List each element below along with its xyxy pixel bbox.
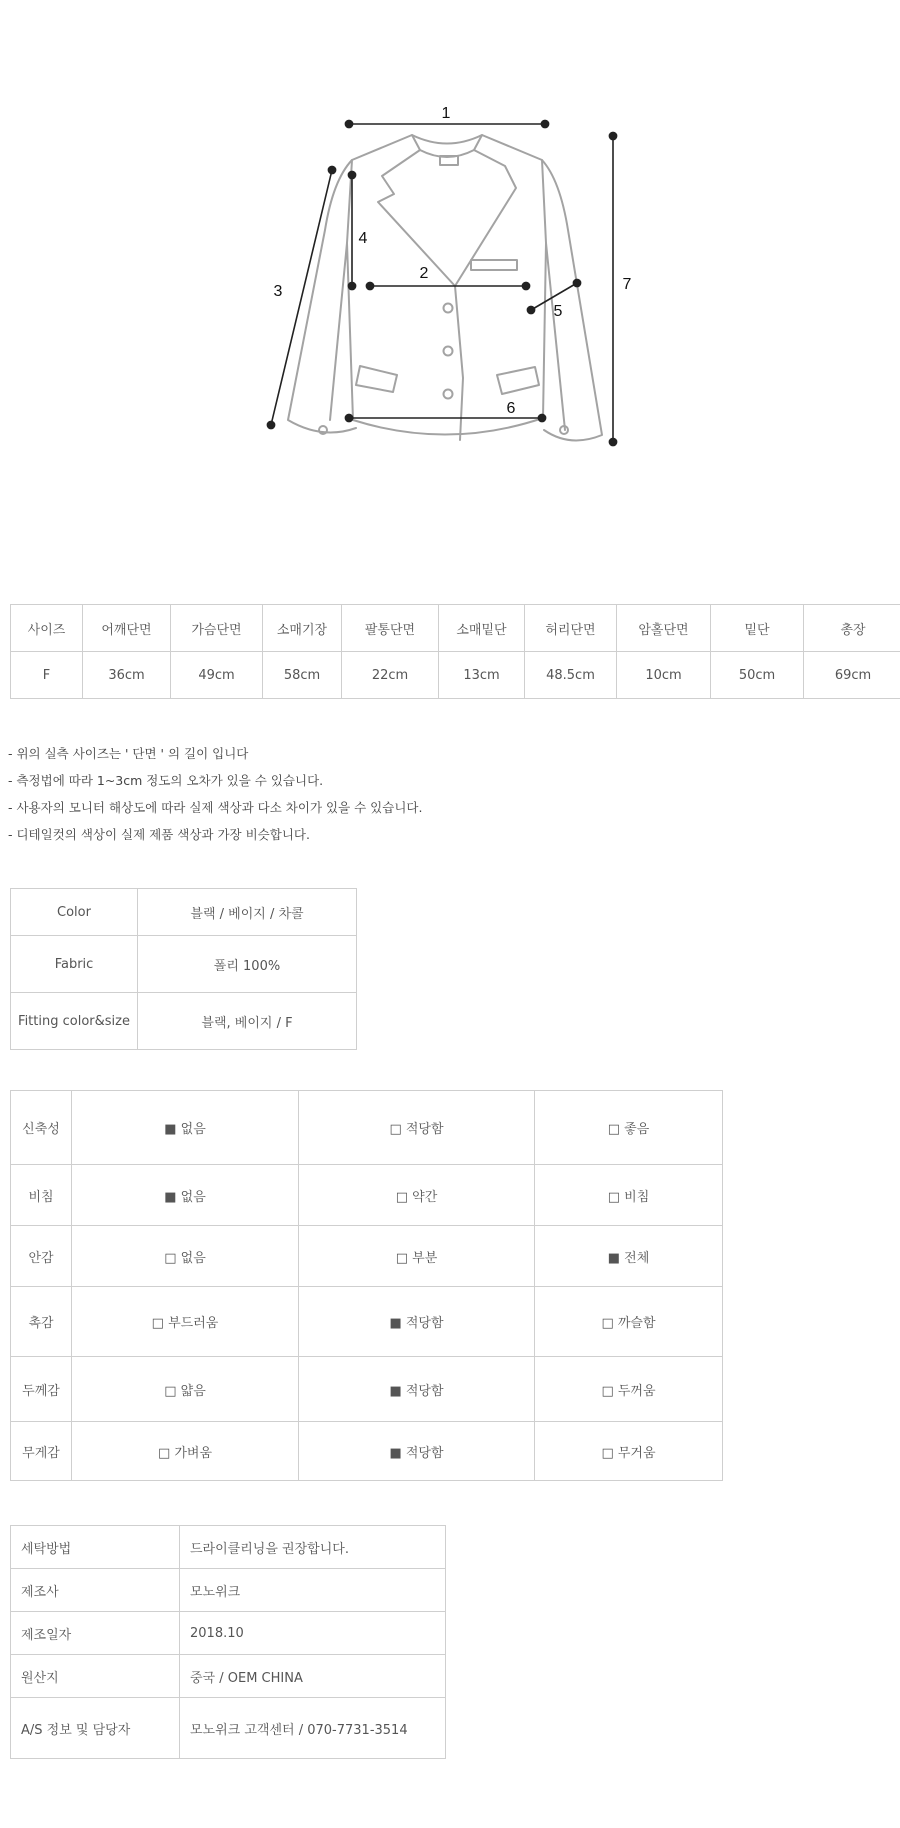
feel-option: ■ 적당함 (299, 1357, 535, 1422)
feel-option: ■ 적당함 (299, 1422, 535, 1481)
feel-option: □ 무거움 (535, 1422, 723, 1481)
size-header: 소매밑단 (439, 605, 525, 652)
care-key: 제조사 (11, 1569, 180, 1612)
feel-row (11, 1091, 723, 1165)
measure-lines (267, 120, 616, 445)
size-header: 가슴단면 (171, 605, 263, 652)
size-header: 어깨단면 (83, 605, 171, 652)
size-cell: 49cm (171, 652, 263, 699)
size-header: 총장 (804, 605, 900, 652)
feel-key: 무게감 (11, 1422, 72, 1481)
info-key: Fitting color&size (11, 993, 138, 1050)
feel-row (11, 1422, 723, 1481)
size-header: 밑단 (711, 605, 804, 652)
note-line: - 사용자의 모니터 해상도에 따라 실제 색상과 다소 차이가 있을 수 있습니다. (8, 800, 423, 815)
jacket-outline (288, 135, 602, 440)
measure-label-1: 1 (441, 105, 451, 122)
info-value: 블랙 / 베이지 / 차콜 (138, 889, 357, 936)
care-value: 드라이클리닝을 권장합니다. (180, 1526, 446, 1569)
note-line: - 디테일컷의 색상이 실제 제품 색상과 가장 비슷합니다. (8, 827, 310, 842)
info-value: 폴리 100% (138, 936, 357, 993)
feel-option: □ 부분 (299, 1226, 535, 1287)
care-key: 원산지 (11, 1655, 180, 1698)
care-info-table (10, 1525, 446, 1759)
feel-option: ■ 전체 (535, 1226, 723, 1287)
feel-option: ■ 없음 (72, 1165, 299, 1226)
feel-option: □ 까슬함 (535, 1287, 723, 1357)
size-table-row (11, 652, 900, 699)
feel-option: □ 적당함 (299, 1091, 535, 1165)
size-cell: 13cm (439, 652, 525, 699)
size-header: 소매기장 (263, 605, 342, 652)
fabric-feel-table (10, 1090, 723, 1481)
feel-key: 안감 (11, 1226, 72, 1287)
feel-option: □ 없음 (72, 1226, 299, 1287)
size-cell: 58cm (263, 652, 342, 699)
measure-label-7: 7 (622, 276, 632, 293)
measurement-notes (8, 740, 422, 848)
jacket-measurement-diagram (0, 0, 900, 520)
feel-option: □ 약간 (299, 1165, 535, 1226)
feel-key: 두께감 (11, 1357, 72, 1422)
size-cell: 36cm (83, 652, 171, 699)
care-value: 모노위크 (180, 1569, 446, 1612)
feel-option: ■ 적당함 (299, 1287, 535, 1357)
size-cell: 48.5cm (525, 652, 617, 699)
size-table-header-row (11, 605, 900, 652)
care-key: 세탁방법 (11, 1526, 180, 1569)
care-row (11, 1698, 446, 1759)
size-cell: 22cm (342, 652, 439, 699)
info-value: 블랙, 베이지 / F (138, 993, 357, 1050)
feel-row (11, 1287, 723, 1357)
feel-row (11, 1226, 723, 1287)
care-value: 2018.10 (180, 1612, 446, 1655)
feel-option: □ 부드러움 (72, 1287, 299, 1357)
measure-label-2: 2 (419, 265, 429, 282)
feel-option: □ 좋음 (535, 1091, 723, 1165)
measure-label-3: 3 (273, 283, 283, 300)
feel-option: □ 얇음 (72, 1357, 299, 1422)
size-header: 팔통단면 (342, 605, 439, 652)
size-header: 사이즈 (11, 605, 83, 652)
note-line: - 위의 실측 사이즈는 ' 단면 ' 의 길이 입니다 (8, 746, 249, 761)
info-row (11, 993, 357, 1050)
care-row (11, 1569, 446, 1612)
info-key: Fabric (11, 936, 138, 993)
size-header: 암홀단면 (617, 605, 711, 652)
feel-key: 신축성 (11, 1091, 72, 1165)
measure-labels (274, 105, 632, 417)
info-key: Color (11, 889, 138, 936)
size-cell: 69cm (804, 652, 900, 699)
size-cell: 10cm (617, 652, 711, 699)
measure-label-6: 6 (506, 400, 516, 417)
feel-option: □ 두꺼움 (535, 1357, 723, 1422)
feel-row (11, 1165, 723, 1226)
feel-key: 비침 (11, 1165, 72, 1226)
care-row (11, 1526, 446, 1569)
info-row (11, 889, 357, 936)
size-cell: F (11, 652, 83, 699)
feel-option: □ 비침 (535, 1165, 723, 1226)
care-row (11, 1655, 446, 1698)
feel-option: ■ 없음 (72, 1091, 299, 1165)
info-row (11, 936, 357, 993)
size-cell: 50cm (711, 652, 804, 699)
feel-option: □ 가벼움 (72, 1422, 299, 1481)
feel-row (11, 1357, 723, 1422)
care-value: 모노위크 고객센터 / 070-7731-3514 (180, 1698, 446, 1759)
measure-label-5: 5 (553, 303, 563, 320)
care-key: A/S 정보 및 담당자 (11, 1698, 180, 1759)
care-key: 제조일자 (11, 1612, 180, 1655)
product-info-table (10, 888, 357, 1050)
size-table (10, 604, 900, 699)
feel-key: 촉감 (11, 1287, 72, 1357)
care-row (11, 1612, 446, 1655)
measure-label-4: 4 (358, 230, 368, 247)
care-value: 중국 / OEM CHINA (180, 1655, 446, 1698)
note-line: - 측정법에 따라 1~3cm 정도의 오차가 있을 수 있습니다. (8, 773, 324, 788)
size-header: 허리단면 (525, 605, 617, 652)
